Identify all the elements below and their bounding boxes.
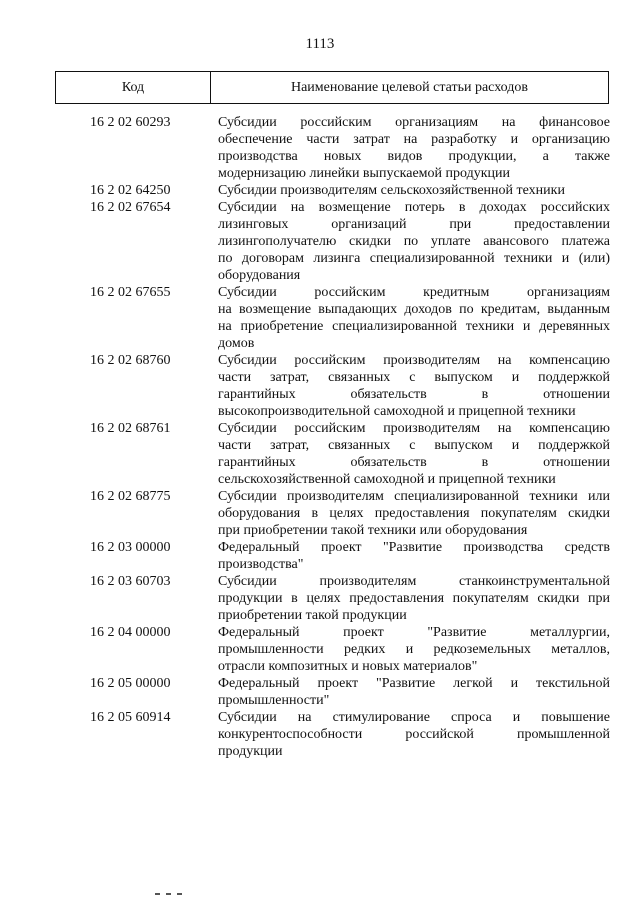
table-row <box>90 488 610 539</box>
row-name-line: промышленности" <box>218 693 330 708</box>
table-header <box>55 71 609 104</box>
row-name-line: оборудования <box>218 268 301 283</box>
row-name <box>218 420 610 488</box>
mark <box>155 893 160 895</box>
row-name-line: продукции в целях предоставления покупателям скидки при <box>218 591 610 606</box>
table-row <box>90 114 610 182</box>
row-code: 16 2 03 00000 <box>90 540 171 555</box>
row-name <box>218 199 610 284</box>
row-name-line: гарантийных обязательств в отношении <box>218 455 610 470</box>
row-code: 16 2 03 60703 <box>90 574 171 589</box>
row-name-line: по договорам лизинга специализированной техники и (или) <box>218 251 610 266</box>
table-row <box>90 199 610 284</box>
row-code: 16 2 02 68761 <box>90 421 171 436</box>
table-row <box>90 352 610 420</box>
row-name-line: Субсидии российским производителям на компенсацию <box>218 421 610 436</box>
row-name <box>218 352 610 420</box>
row-name-line: оборудования в целях предоставления покупателям скидки <box>218 506 610 521</box>
bottom-marks <box>155 893 195 896</box>
row-name-line: при приобретении такой техники или оборудования <box>218 523 528 538</box>
row-code: 16 2 05 00000 <box>90 676 171 691</box>
mark <box>166 893 171 895</box>
row-code: 16 2 02 67654 <box>90 200 171 215</box>
row-name-line: гарантийных обязательств в отношении <box>218 387 610 402</box>
row-code: 16 2 02 64250 <box>90 183 171 198</box>
row-name-line: отрасли композитных и новых материалов" <box>218 659 478 674</box>
row-name-line: конкурентоспособности российской промышленной <box>218 727 610 742</box>
row-name-line: лизинговых организаций при предоставлении <box>218 217 610 232</box>
page-number: 1113 <box>305 36 335 52</box>
row-name-line: промышленности редких и редкоземельных металлов, <box>218 642 610 657</box>
row-name-line: Субсидии производителям станкоинструментальной <box>218 574 610 589</box>
row-name <box>218 573 610 624</box>
row-name-line: высокопроизводительной самоходной и прицепной техники <box>218 404 576 419</box>
row-name-line: модернизацию линейки выпускаемой продукции <box>218 166 511 181</box>
row-name-line: Федеральный проект "Развитие легкой и текстильной <box>218 676 610 691</box>
row-name-line: продукции <box>218 744 283 759</box>
row-name-line: производства новых видов продукции, а также <box>218 149 610 164</box>
row-name-line: сельскохозяйственной самоходной и прицепной техники <box>218 472 556 487</box>
table-row <box>90 675 610 709</box>
row-name-line: производства" <box>218 557 304 572</box>
row-name <box>218 624 610 675</box>
row-name <box>218 539 610 573</box>
row-name-line: части затрат, связанных с выпуском и поддержкой <box>218 370 610 385</box>
header-code: Код <box>56 72 211 103</box>
row-name-line: Субсидии российским организациям на финансовое <box>218 115 610 130</box>
row-name <box>218 182 610 199</box>
table-row <box>90 709 610 760</box>
row-code: 16 2 02 60293 <box>90 115 171 130</box>
row-name-line: Субсидии на возмещение потерь в доходах российских <box>218 200 610 215</box>
row-code: 16 2 02 67655 <box>90 285 171 300</box>
row-name-line: на возмещение выпадающих доходов по кредитам, выданным <box>218 302 610 317</box>
row-name-line: обеспечение части затрат на разработку и организацию <box>218 132 610 147</box>
table-row <box>90 182 610 199</box>
row-name-line: Субсидии российским производителям на компенсацию <box>218 353 610 368</box>
row-name <box>218 114 610 182</box>
row-code: 16 2 02 68760 <box>90 353 171 368</box>
row-name-line: Субсидии производителям специализированной техники или <box>218 489 610 504</box>
row-name-line: Субсидии на стимулирование спроса и повышение <box>218 710 610 725</box>
row-code: 16 2 05 60914 <box>90 710 171 725</box>
row-name-line: Субсидии российским кредитным организациям <box>218 285 610 300</box>
row-name-line: домов <box>218 336 255 351</box>
row-name-line: части затрат, связанных с выпуском и поддержкой <box>218 438 610 453</box>
table-row <box>90 624 610 675</box>
row-name <box>218 675 610 709</box>
table-row <box>90 573 610 624</box>
table-row <box>90 284 610 352</box>
row-name <box>218 488 610 539</box>
row-name-line: Субсидии производителям сельскохозяйственной техники <box>218 183 565 198</box>
row-name <box>218 709 610 760</box>
table-row <box>90 539 610 573</box>
row-name-line: Федеральный проект "Развитие производства средств <box>218 540 610 555</box>
row-name-line: на приобретение специализированной техники и деревянных <box>218 319 610 334</box>
mark <box>177 893 182 895</box>
row-name <box>218 284 610 352</box>
row-code: 16 2 02 68775 <box>90 489 171 504</box>
row-name-line: лизингополучателю скидки по уплате авансового платежа <box>218 234 610 249</box>
header-name: Наименование целевой статьи расходов <box>290 79 529 95</box>
table-row <box>90 420 610 488</box>
row-name-line: Федеральный проект "Развитие металлургии, <box>218 625 610 640</box>
row-code: 16 2 04 00000 <box>90 625 171 640</box>
row-name-line: приобретении такой продукции <box>218 608 407 623</box>
table-body <box>90 114 610 760</box>
